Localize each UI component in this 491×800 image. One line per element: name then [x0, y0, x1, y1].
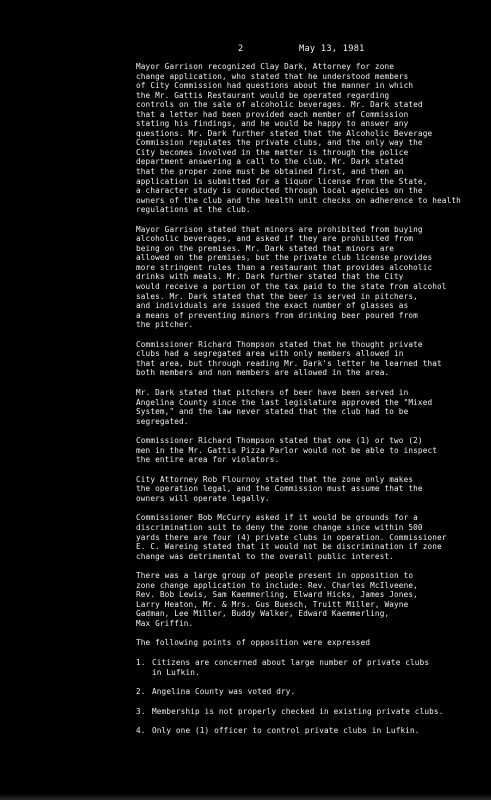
- paragraph-thompson-segregated: Commissioner Richard Thompson stated that he thought private clubs had a segregated area with only members allowed in that area, but through reading Mr. Dark's letter he learned that both members and non members are allowed in the area.: [136, 339, 442, 378]
- opposition-points-list: [136, 658, 470, 736]
- list-item: [136, 707, 470, 717]
- minutes-body: [136, 62, 470, 746]
- scan-bottom-edge: [0, 794, 491, 800]
- list-item-number: 4.: [136, 726, 146, 736]
- paragraph-thompson-inspect: Commissioner Richard Thompson stated that one (1) or two (2) men in the Mr. Gattis Pizza Parlor would not be able to inspect the entire area for violators.: [136, 436, 438, 465]
- list-item-number: 2.: [136, 687, 146, 697]
- paragraph-discrimination: Commissioner Bob McCurry asked if it would be grounds for a discrimination suit to deny the zone change since within 500 yards there are four (4) private clubs in operation. Commissioner E. C. Wareing stated that it would not be discrimination if zone change was detrimental to the overall public interest.: [136, 513, 447, 561]
- meeting-date: May 13, 1981: [298, 44, 365, 54]
- paragraph-points-intro: The following points of opposition were expressed: [136, 638, 371, 648]
- list-item-number: 3.: [136, 706, 146, 716]
- list-item-text: Angelina County was voted dry.: [152, 687, 296, 697]
- list-item: [136, 726, 470, 736]
- list-item-number: 1.: [136, 657, 146, 667]
- list-item-text: Membership is not properly checked in existing private clubs.: [152, 706, 444, 716]
- paragraph-mixed-system: Mr. Dark stated that pitchers of beer have been served in Angelina County since the last legislature approved the "Mixed System," and the law never stated that the club had to be segregated.: [136, 387, 433, 426]
- list-item: [136, 658, 470, 677]
- paragraph-minors: Mayor Garrison stated that minors are prohibited from buying alcoholic beverages, and asked if they are prohibited from being on the premises. Mr. Dark stated that minors are allowed on the premises, but the private club license provides more stringent rules than a restaurant that provides alcoholic drinks with meals. Mr. Dark further stated that the City would receive a portion of the tax paid to the state from alcohol sales. Mr. Dark stated that the beer is served in pitchers, and individuals are issued the exact number of glasses as a means of preventing minors from drinking beer poured from the pitcher.: [136, 224, 447, 330]
- paragraph-opposition-group: There was a large group of people present in opposition to zone change application to include: Rev. Charles McIlveene, Rev. Bob Lewis, Sam Kaemmerling, Elward Hicks, James Jones, Larry Heaton, Mr. & Mrs. Gus Buesch, Truitt Miller, Wayne Gadman, Lee Miller, Buddy Walker, Edward Kaemmerling, Max Griffin.: [136, 571, 418, 628]
- page-header: [238, 44, 365, 54]
- paragraph-city-attorney: City Attorney Rob Flournoy stated that the zone only makes the operation legal, and the Commission must assume that the owners will operate legally.: [136, 474, 423, 503]
- paragraph-clay-dark-intro: Mayor Garrison recognized Clay Dark, Attorney for zone change application, who stated that he understood members of City Commission had questions about the manner in which the Mr. Gattis Restaurant would be operated regarding controls on the sale of alcoholic beverages. Mr. Dark stated that a letter had been provided each member of Commission stating his findings, and he would be happy to answer any questions. Mr. Dark further stated that the Alcoholic Beverage Commission regulates the private clubs, and the only way the City becomes involved in the matter is through the police department answering a call to the club. Mr. Dark stated that the proper zone must be obtained first, and then an application is submitted for a liquor license from the State, a character study is conducted through local agencies on the owners of the club and the health unit checks on adherence to health regulations at the club.: [136, 62, 461, 215]
- list-item-text: Citizens are concerned about large number of private clubs in Lufkin.: [152, 657, 430, 677]
- page-number: 2: [238, 44, 244, 54]
- list-item: [136, 687, 470, 697]
- list-item-text: Only one (1) officer to control private clubs in Lufkin.: [152, 726, 420, 736]
